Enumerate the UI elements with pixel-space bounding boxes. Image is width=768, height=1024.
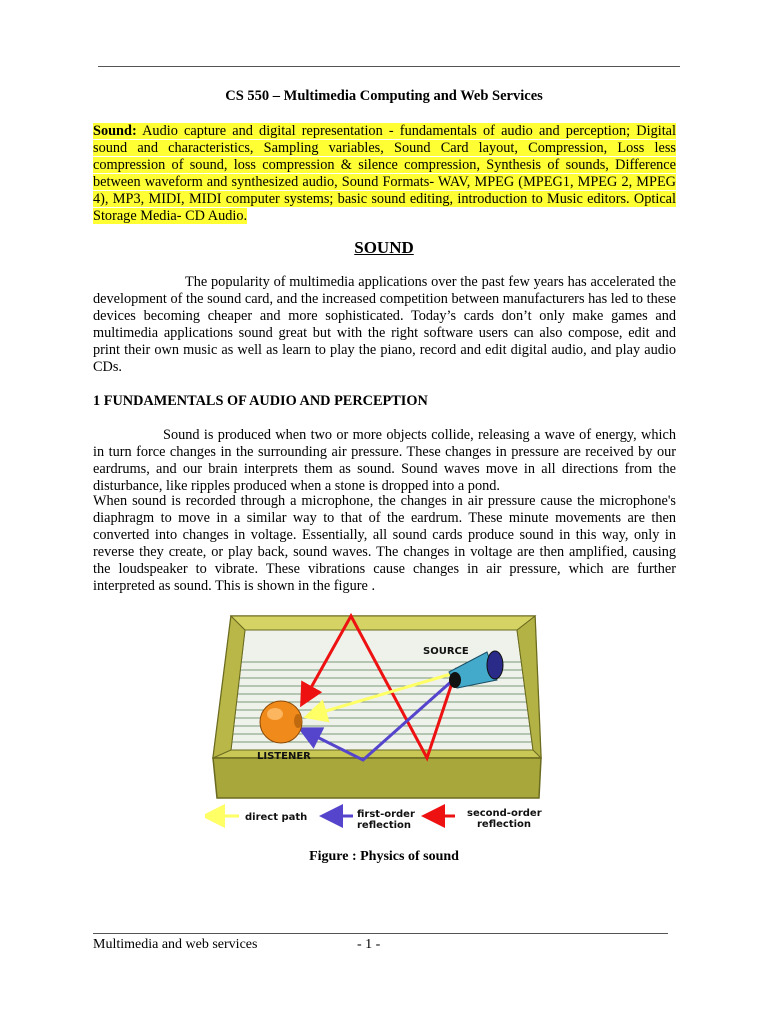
- legend-first-order-label-2: reflection: [357, 820, 412, 831]
- paragraph-2: Sound is produced when two or more objects collide, releasing a wave of energy, which in turn force changes in the surrounding air pressure. These changes in pressure are received by our eardrums, and our brain interprets them as sound. Sound waves move in all directions from the disturbance, like ripples produced when a stone is dropped into a pond.: [93, 427, 676, 494]
- legend-second-order-label-2: reflection: [477, 819, 532, 830]
- section-heading: SOUND: [354, 238, 414, 257]
- listener-label: LISTENER: [257, 751, 311, 762]
- box-back-inner-wall: [231, 616, 535, 630]
- figure-caption: Figure : Physics of sound: [309, 849, 459, 864]
- box-front-wall: [213, 758, 541, 798]
- legend-first-order-label-1: first-order: [357, 809, 415, 820]
- legend-direct-label: direct path: [245, 812, 308, 823]
- intro-paragraph: The popularity of multimedia applications over the past few years has accelerated the development of the sound card, and the increased competition between manufacturers has led to these devices becoming cheaper and more sophisticated. Today’s cards don’t only make games and multimedia applications sound great but with the right software users can also compose, edit and print their own music as well as learn to play the piano, record and edit digital audio, and play audio CDs.: [93, 274, 676, 375]
- figure-legend: [207, 808, 542, 831]
- syllabus-block: [93, 123, 676, 225]
- sound-physics-figure: [205, 608, 565, 838]
- paragraph-3: When sound is recorded through a microphone, the changes in air pressure cause the microphone's diaphragm to move in a similar way to that of the eardrum. These minute movements are then converted into changes in voltage. Essentially, all sound cards produce sound in this way, only in reverse they create, or play back, sound waves. The changes in voltage are then amplified, causing the loudspeaker to vibrate. These vibrations cause changes in air pressure, which are further interpreted as sound. This is shown in the figure .: [93, 493, 676, 594]
- course-title: CS 550 – Multimedia Computing and Web Services: [225, 88, 543, 104]
- page-number: - 1 -: [357, 937, 381, 952]
- source-label: SOURCE: [423, 646, 469, 657]
- syllabus-lead: Sound:: [93, 123, 137, 139]
- footer-rule: [93, 933, 668, 934]
- syllabus-text: Audio capture and digital representation - fundamentals of audio and perception; Digital sound and characteristics, Sampling variables, Sound Card layout, Compression, Loss less compression of sound, loss compression & silence compression, Synthesis of sounds, Difference between waveform and synthesized audio, Sound Formats- WAV, MPEG (MPEG1, MPEG 2, MPEG 4), MP3, MIDI, MIDI computer systems; basic sound editing, introduction to Music editors. Optical Storage Media- CD Audio.: [93, 123, 676, 224]
- listener-head: [260, 701, 302, 743]
- subheading: 1 FUNDAMENTALS OF AUDIO AND PERCEPTION: [93, 393, 428, 409]
- legend-second-order-label-1: second-order: [467, 808, 542, 819]
- header-rule: [98, 66, 680, 67]
- footer-title: Multimedia and web services: [93, 937, 258, 952]
- figure-svg: [205, 608, 565, 838]
